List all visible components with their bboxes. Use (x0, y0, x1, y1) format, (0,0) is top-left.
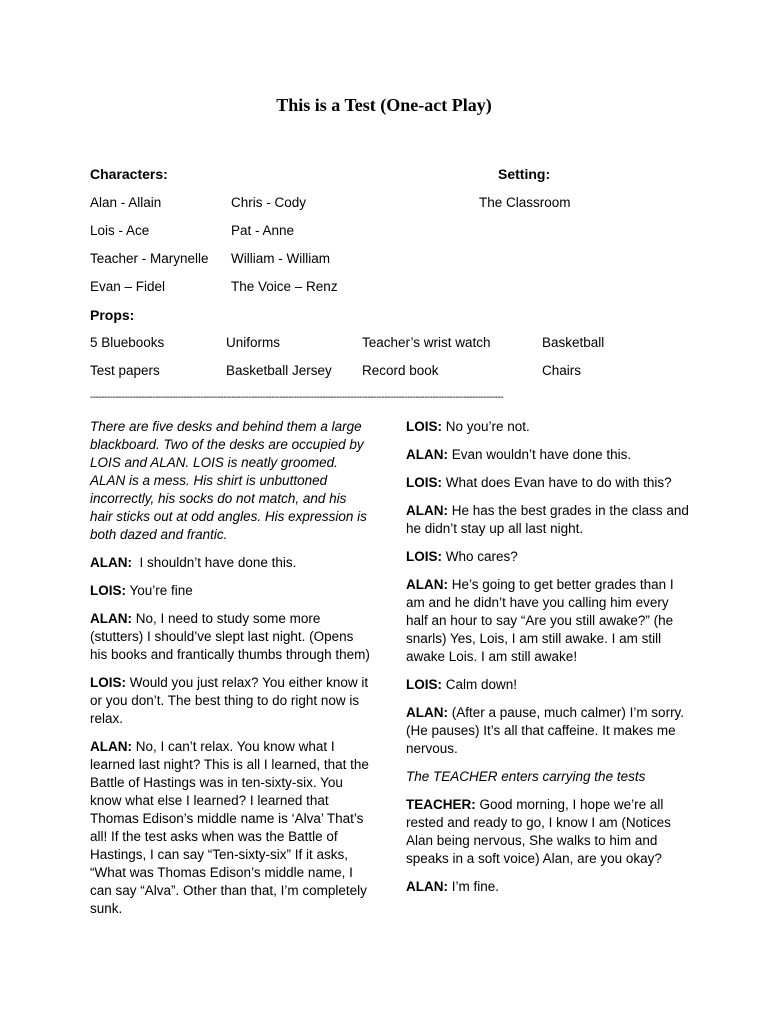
speaker: LOIS: (406, 549, 442, 564)
dialogue-line (406, 446, 690, 464)
dialogue-text: Good morning, I hope we’re all rested and ready to go, I know I am (Notices Alan being nervous, She walks to him and speaks in a soft voice) Alan, are you okay? (406, 797, 671, 866)
prop-entry: Basketball (542, 335, 605, 350)
stage-direction: There are five desks and behind them a large blackboard. Two of the desks are occupied by LOIS and ALAN. LOIS is neatly groomed. ALAN is a mess. His shirt is unbuttoned incorrectly, his socks do not match, and his hair sticks out at odd angles. His expression is both dazed and frantic. (90, 419, 367, 542)
dialogue-line (406, 796, 690, 868)
speaker: ALAN: (406, 577, 448, 592)
dialogue-line (406, 548, 690, 566)
dialogue-line (406, 704, 690, 758)
dialogue-line (406, 502, 690, 538)
speaker: TEACHER: (406, 797, 476, 812)
dialogue-text: What does Evan have to do with this? (442, 475, 672, 490)
props-heading: Props: (90, 307, 135, 323)
character-entry: William - William (231, 251, 330, 266)
dialogue-text: Evan wouldn’t have done this. (448, 447, 632, 462)
speaker: ALAN: (406, 705, 448, 720)
dialogue-text: You’re fine (126, 583, 193, 598)
speaker: ALAN: (406, 447, 448, 462)
dialogue-line (406, 676, 690, 694)
speaker: LOIS: (406, 419, 442, 434)
speaker: ALAN: (90, 739, 132, 754)
speaker: LOIS: (90, 675, 126, 690)
setting-value: The Classroom (479, 195, 571, 210)
dialogue-line (406, 878, 690, 896)
dialogue-text: I shouldn’t have done this. (132, 555, 297, 570)
script-column-left (90, 418, 370, 928)
speaker: LOIS: (406, 475, 442, 490)
section-divider: -------------------------------------------------------------------------------------------------------------------------------------------------- (90, 392, 504, 403)
speaker: ALAN: (406, 503, 448, 518)
speaker: ALAN: (90, 555, 132, 570)
dialogue-text: Calm down! (442, 677, 518, 692)
dialogue-line (406, 576, 690, 666)
dialogue-text: (After a pause, much calmer) I’m sorry. (He pauses) It’s all that caffeine. It makes me nervous. (406, 705, 685, 756)
characters-heading: Characters: (90, 166, 168, 182)
character-entry: The Voice – Renz (231, 279, 338, 294)
dialogue-line (90, 582, 370, 600)
dialogue-line (406, 474, 690, 492)
dialogue-line (90, 610, 370, 664)
dialogue-text: I’m fine. (448, 879, 500, 894)
dialogue-line (90, 554, 370, 572)
prop-entry: Teacher’s wrist watch (362, 335, 491, 350)
character-entry: Chris - Cody (231, 195, 307, 210)
stage-direction: The TEACHER enters carrying the tests (406, 769, 646, 784)
dialogue-line (90, 738, 370, 918)
script-column-right (406, 418, 690, 906)
speaker: LOIS: (406, 677, 442, 692)
dialogue-text: He’s going to get better grades than I am and he didn’t have you calling him every half an hour to say “Are you still awake?” (he snarls) Yes, Lois, I am still awake. I am still awake Lois. I am still awake! (406, 577, 674, 664)
prop-entry: Uniforms (226, 335, 281, 350)
dialogue-text: No, I need to study some more (stutters) I should’ve slept last night. (Opens his books and frantically thumbs through them) (90, 611, 370, 662)
character-entry: Alan - Allain (90, 195, 162, 210)
character-entry: Pat - Anne (231, 223, 295, 238)
prop-entry: Record book (362, 363, 439, 378)
dialogue-text: No you’re not. (442, 419, 530, 434)
character-entry: Teacher - Marynelle (90, 251, 209, 266)
page-title: This is a Test (One-act Play) (276, 95, 492, 115)
prop-entry: Test papers (90, 363, 160, 378)
prop-entry: Chairs (542, 363, 582, 378)
dialogue-line (406, 418, 690, 436)
dialogue-text: Who cares? (442, 549, 518, 564)
character-entry: Lois - Ace (90, 223, 150, 238)
setting-heading: Setting: (498, 166, 551, 182)
dialogue-text: No, I can’t relax. You know what I learned last night? This is all I learned, that the Battle of Hastings was in ten-sixty-six. You know what else I learned? I learned that Thomas Edison’s middle name is ‘Alva’ That’s all! If the test asks when was the Battle of Hastings, I can say “Ten-sixty-six” If it asks, “What was Thomas Edison’s middle name, I can say “Alva”. Other than that, I’m completely sunk. (90, 739, 369, 916)
character-entry: Evan – Fidel (90, 279, 166, 294)
dialogue-text: He has the best grades in the class and he didn’t stay up all last night. (406, 503, 689, 536)
dialogue-line (90, 674, 370, 728)
prop-entry: 5 Bluebooks (90, 335, 165, 350)
speaker: LOIS: (90, 583, 126, 598)
prop-entry: Basketball Jersey (226, 363, 332, 378)
speaker: ALAN: (90, 611, 132, 626)
dialogue-text: Would you just relax? You either know it or you don’t. The best thing to do right now is relax. (90, 675, 369, 726)
speaker: ALAN: (406, 879, 448, 894)
